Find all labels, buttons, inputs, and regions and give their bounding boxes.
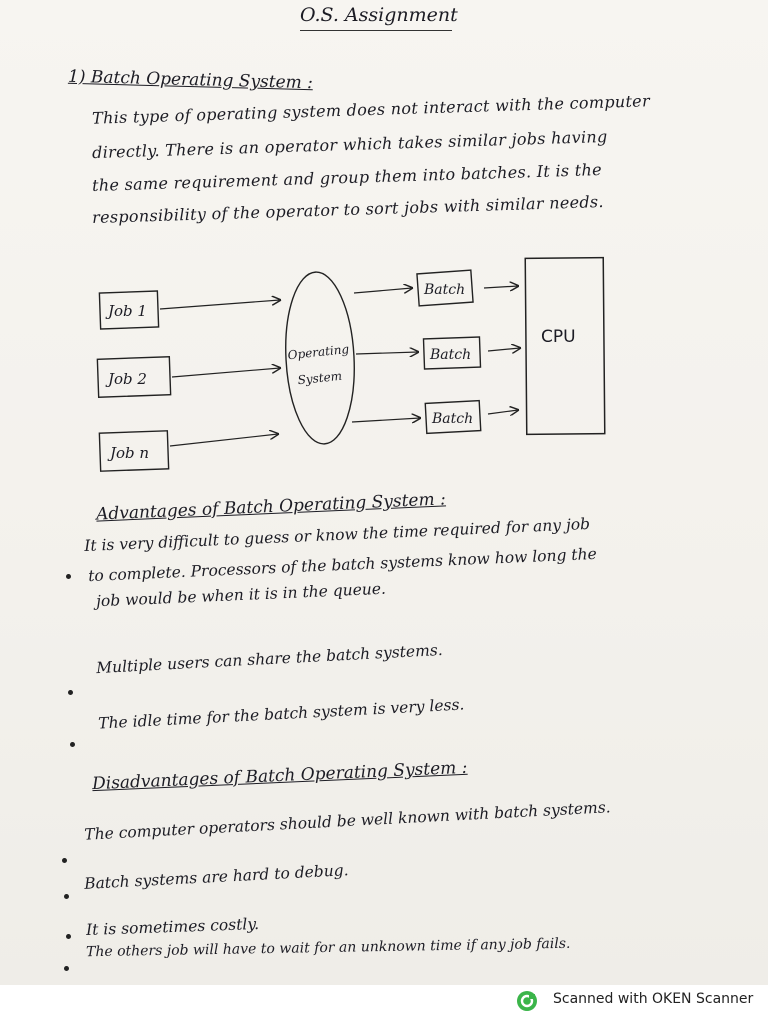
disadvantage-item-4: The others job will have to wait for an unknown time if any job fails. bbox=[85, 935, 571, 961]
operating-system-ellipse bbox=[282, 270, 359, 445]
arrow-jobn-to-os bbox=[170, 434, 278, 446]
advantage-item-1-line: It is very difficult to guess or know the time required for any job bbox=[83, 514, 591, 556]
section-heading-disadvantages: Disadvantages of Batch Operating System : bbox=[91, 757, 468, 795]
advantage-item-1-line: job would be when it is in the queue. bbox=[95, 579, 387, 611]
os-label-line1: Operating bbox=[287, 341, 350, 363]
batch-label: Batch bbox=[432, 411, 474, 427]
job-label: Job n bbox=[110, 444, 150, 462]
bullet-dot bbox=[66, 934, 71, 939]
batch-box-3 bbox=[425, 401, 480, 434]
bullet-dot bbox=[62, 858, 67, 863]
job-box-1 bbox=[99, 291, 158, 329]
page-title: O.S. Assignment bbox=[300, 4, 458, 26]
bullet-dot bbox=[70, 742, 75, 747]
section-heading-advantages: Advantages of Batch Operating System : bbox=[95, 489, 447, 525]
arrow-batch3-to-cpu bbox=[488, 410, 518, 414]
advantage-item-3: The idle time for the batch system is very less. bbox=[97, 695, 465, 733]
bullet-dot bbox=[64, 894, 69, 899]
cpu-box bbox=[525, 258, 605, 435]
oken-scanner-logo-icon bbox=[516, 990, 538, 1012]
arrow-job1-to-os bbox=[160, 300, 280, 309]
paragraph-line: the same requirement and group them into batches. It is the bbox=[91, 159, 603, 196]
cpu-label: CPU bbox=[541, 327, 576, 347]
paragraph-line: directly. There is an operator which takes similar jobs having bbox=[91, 126, 608, 163]
batch-box-2 bbox=[423, 337, 480, 369]
bullet-dot bbox=[64, 966, 69, 971]
section-heading-batch-os: 1) Batch Operating System : bbox=[67, 66, 314, 94]
arrow-job2-to-os bbox=[172, 368, 280, 377]
job-box-n bbox=[99, 431, 168, 471]
paragraph-line: This type of operating system does not interact with the computer bbox=[91, 91, 651, 128]
disadvantage-item-2: Batch systems are hard to debug. bbox=[83, 861, 349, 893]
disadvantage-item-3: It is sometimes costly. bbox=[85, 914, 260, 940]
job-label: Job 2 bbox=[108, 370, 147, 388]
advantage-item-2: Multiple users can share the batch systems. bbox=[95, 640, 444, 678]
arrow-batch1-to-cpu bbox=[484, 286, 518, 288]
arrow-os-to-batch1 bbox=[354, 288, 412, 293]
paragraph-line: responsibility of the operator to sort jobs with similar needs. bbox=[91, 191, 605, 228]
scanner-watermark-text: Scanned with OKEN Scanner bbox=[553, 991, 754, 1007]
job-box-2 bbox=[97, 357, 170, 397]
os-label-line2: System bbox=[296, 368, 343, 388]
batch-label: Batch bbox=[424, 282, 466, 298]
bullet-dot bbox=[66, 574, 71, 579]
advantage-item-1-line: to complete. Processors of the batch systems know how long the bbox=[87, 544, 598, 586]
disadvantage-item-1: The computer operators should be well known with batch systems. bbox=[83, 798, 612, 844]
job-label: Job 1 bbox=[108, 302, 147, 320]
batch-label: Batch bbox=[430, 347, 472, 363]
batch-box-1 bbox=[417, 270, 473, 306]
arrow-os-to-batch3 bbox=[352, 418, 420, 422]
arrow-os-to-batch2 bbox=[356, 352, 418, 354]
bullet-dot bbox=[68, 690, 73, 695]
arrow-batch2-to-cpu bbox=[488, 348, 520, 351]
